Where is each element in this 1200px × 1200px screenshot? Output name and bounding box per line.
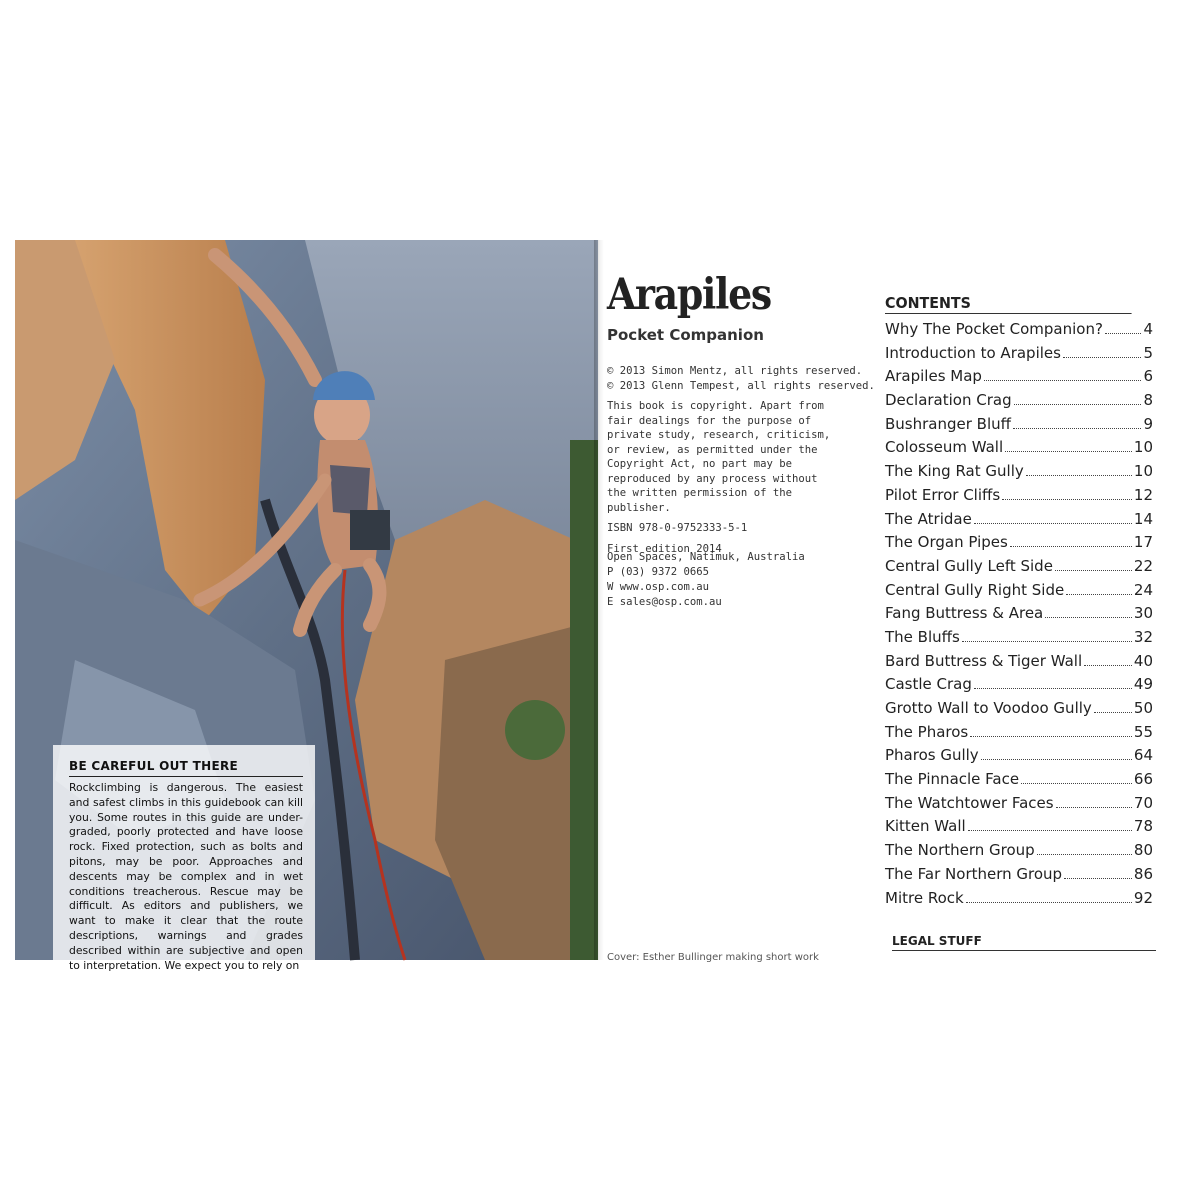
contents-item-label: The King Rat Gully [885,462,1024,481]
contents-item-page: 66 [1133,770,1153,789]
contents-item [885,462,1153,486]
contents-item-page: 80 [1133,841,1153,860]
contents-item-page: 17 [1133,533,1153,552]
cover-caption: Cover: Esther Bullinger making short work [607,952,819,963]
contents-item [885,794,1153,818]
contents-item [885,770,1153,794]
contents-item-leader [1045,617,1132,618]
contents-heading: CONTENTS [885,294,1132,314]
contents-item-leader [970,736,1132,737]
contents-item-leader [1005,451,1132,452]
contents-item [885,557,1153,581]
contents-item [885,889,1153,913]
contents-item-label: Pilot Error Cliffs [885,485,1001,504]
contents-item [885,865,1153,889]
edition: First edition 2014 [607,542,722,555]
contents-item-leader [974,688,1132,689]
contents-item-page: 70 [1133,793,1153,812]
contents-item-label: Why The Pocket Companion? [885,320,1103,338]
contents-item-label: Arapiles Map [885,367,982,386]
contents-item [885,438,1153,462]
contents-item-label: The Northern Group [885,841,1035,860]
contents-item [885,320,1153,344]
publisher-email: E sales@osp.com.au [607,596,722,608]
warning-body: Rockclimbing is dangerous. The easiest and safest climbs in this guidebook can kill you. Some routes in this guide are under-graded, poorly protected and have loose rock. Fixed protection, such as bolts and pitons, may be poor. Approaches and descents may be complex and in wet conditions treacherous. Rescue may be difficult. As editors and publishers, we want to make it clear that the route descriptions, warnings and grades described within are subjective and open to interpretation. We expect you to rely on [69,781,303,972]
contents-item [885,723,1153,747]
contents-item-leader [962,641,1132,642]
contents-item-leader [966,902,1132,903]
contents-item-label: The Watchtower Faces [885,793,1054,812]
contents-item-label: The Pinnacle Face [885,770,1020,789]
contents-item [885,367,1153,391]
contents-item-page: 10 [1133,438,1153,457]
contents-item-label: Bushranger Bluff [885,414,1011,433]
contents-item [885,415,1153,439]
contents-item-leader [1094,712,1132,713]
book-title: Arapiles [607,270,771,320]
publisher-name: Open Spaces, Natimuk, Australia [607,551,805,563]
contents-item-leader [1010,546,1132,547]
contents-item-page: 5 [1143,343,1153,362]
contents-item-leader [1084,665,1132,666]
contents-list [885,320,1153,912]
contents-item-label: Declaration Crag [885,391,1012,410]
contents-item-leader [1066,594,1132,595]
contents-item-leader [1014,404,1142,405]
contents-item-page: 8 [1143,391,1153,410]
contents-item-label: The Organ Pipes [885,533,1008,552]
contents-item-leader [984,380,1142,381]
contents-item-label: Grotto Wall to Voodoo Gully [885,699,1092,717]
contents-item [885,510,1153,534]
contents-item [885,604,1153,628]
contents-item-leader [1026,475,1132,476]
contents-item-page: 32 [1133,627,1153,646]
contents-item-page: 12 [1133,485,1153,504]
contents-item-page: 30 [1133,604,1153,623]
contents-item-leader [968,830,1132,831]
copyright-line: © 2013 Glenn Tempest, all rights reserved. [607,379,875,392]
page-gutter [594,240,604,960]
legal-heading: LEGAL STUFF [892,934,1156,951]
contents-item [885,486,1153,510]
contents-item-label: Kitten Wall [885,817,966,836]
contents-item-label: Castle Crag [885,675,972,694]
contents-item-label: Bard Buttress & Tiger Wall [885,651,1083,670]
contents-item [885,581,1153,605]
warning-heading: BE CAREFUL OUT THERE [69,759,303,777]
contents-item-page: 49 [1133,675,1153,694]
contents-item-label: Mitre Rock [885,888,964,907]
contents-item-leader [1105,333,1142,334]
contents-item-leader [974,523,1132,524]
contents-item-leader [1055,570,1132,571]
contents-item-page: 10 [1133,462,1153,481]
copyright-line: © 2013 Simon Mentz, all rights reserved. [607,365,863,377]
contents-item-label: Central Gully Right Side [885,580,1065,599]
copyright-notice: This book is copyright. Apart from fair dealings for the purpose of private study, research, criticism, or review, as permitted under the Copyright Act, no part may be reproduced by any process without the written permission of the publisher. [607,400,831,514]
contents-item-label: The Pharos [885,722,969,741]
book-subtitle: Pocket Companion [607,326,764,344]
contents-item-page: 50 [1133,699,1153,717]
contents-item [885,746,1153,770]
contents-item-leader [1056,807,1132,808]
isbn: ISBN 978-0-9752333-5-1 [607,522,748,534]
contents-item-label: The Far Northern Group [885,864,1063,883]
contents-item-page: 9 [1143,414,1153,433]
contents-item-label: Pharos Gully [885,746,979,765]
contents-item-label: Fang Buttress & Area [885,604,1044,623]
climbing-photo [15,240,598,972]
contents-item-page: 14 [1133,509,1153,528]
contents-item-page: 40 [1133,651,1153,670]
contents-item-leader [981,759,1132,760]
contents-item-page: 6 [1143,367,1153,386]
contents-item [885,841,1153,865]
contents-item-page: 64 [1133,746,1153,765]
contents-item [885,817,1153,841]
contents-item-page: 4 [1143,320,1153,338]
contents-item-page: 22 [1133,556,1153,575]
contents-item [885,675,1153,699]
contents-item-page: 78 [1133,817,1153,836]
contents-item-label: The Atridae [885,509,972,528]
publisher-block [607,550,805,610]
warning-box [53,745,315,975]
book-spread [15,240,1175,972]
contents-item [885,699,1153,723]
contents-item [885,628,1153,652]
publisher-phone: P (03) 9372 0665 [607,566,710,578]
contents-item [885,533,1153,557]
contents-item-leader [1013,428,1141,429]
contents-item-page: 92 [1133,888,1153,907]
contents-item-label: Colosseum Wall [885,438,1004,457]
contents-item-label: Introduction to Arapiles [885,343,1061,362]
contents-section [885,294,1153,912]
contents-item-label: Central Gully Left Side [885,556,1053,575]
contents-item-leader [1064,878,1132,879]
contents-item-page: 55 [1133,722,1153,741]
publisher-web: W www.osp.com.au [607,581,710,593]
contents-item-page: 86 [1133,864,1153,883]
contents-item-leader [1002,499,1132,500]
contents-item-leader [1021,783,1132,784]
contents-item [885,344,1153,368]
contents-item-leader [1037,854,1132,855]
copyright-block [607,364,875,556]
contents-item [885,652,1153,676]
contents-item [885,391,1153,415]
contents-item-label: The Bluffs [885,627,960,646]
contents-item-leader [1063,357,1142,358]
imprint-page [607,240,877,963]
contents-item-page: 24 [1133,580,1153,599]
